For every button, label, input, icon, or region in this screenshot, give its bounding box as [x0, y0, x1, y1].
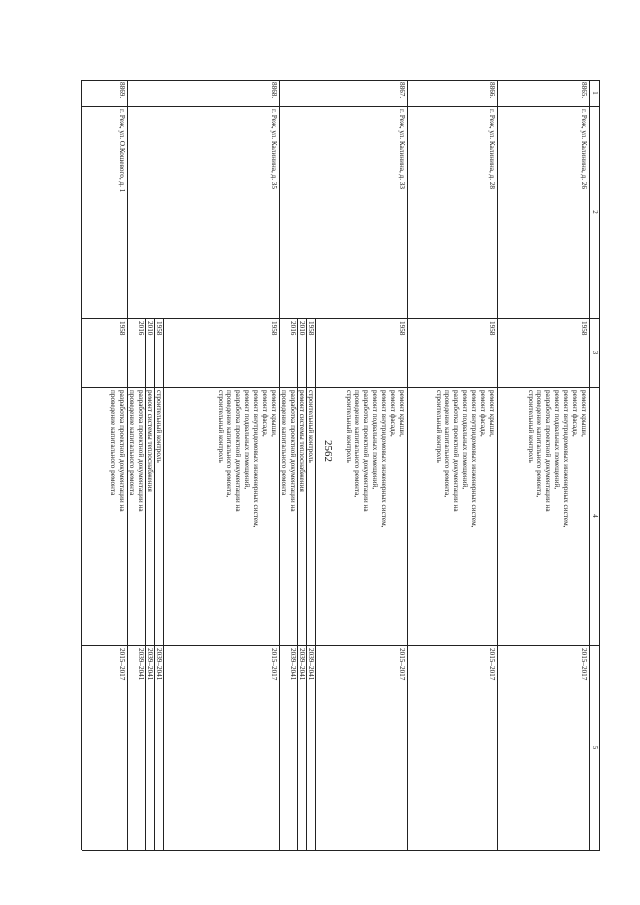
row-period: 2015–2017	[118, 648, 126, 681]
header-col-1: 1	[591, 91, 599, 95]
row-address: г. Реж, ул. Калинина, д. 28	[488, 109, 496, 189]
row-year: 2010	[298, 321, 306, 336]
header-col-4: 4	[591, 514, 599, 518]
row-period: 2015–2017	[398, 648, 406, 681]
row-period: 2015–2017	[580, 648, 588, 681]
row-year: 2016	[289, 321, 297, 336]
row-period: 2039–2041	[155, 648, 163, 681]
row-works: ремонт системы теплоснабжения	[298, 390, 306, 492]
row-works: ремонт крыши, ремонт фасада, ремонт внутридомовых инженерных систем, ремонт подвальных помещений, разработка проектной документации на проведение капитального ремонта, строительный контроль	[216, 390, 278, 528]
row-works: ремонт крыши, ремонт фасада, ремонт внутридомовых инженерных систем, ремонт подвальных помещений, разработка проектной документации на проведение капитального ремонта, строительный контроль	[434, 390, 496, 528]
row-works: разработка проектной документации на проведение капитального ремонта	[128, 390, 145, 512]
row-works: разработка проектной документации на проведение капитального ремонта	[280, 390, 297, 512]
row-year: 1958	[118, 321, 126, 336]
row-address: г. Реж, ул. Калинина, д. 33	[398, 109, 406, 189]
row-works: строительный контроль	[155, 390, 163, 463]
row-number: 8868.	[270, 82, 278, 99]
row-number: 8867.	[398, 82, 406, 99]
header-col-5: 5	[591, 745, 599, 750]
row-works: ремонт крыши, ремонт фасада, ремонт внутридомовых инженерных систем, ремонт подвальных помещений, разработка проектной документации на проведение капитального ремонта, строительный контроль	[344, 390, 406, 528]
row-year: 2016	[137, 321, 145, 336]
page-number: 2562	[322, 440, 334, 462]
row-period: 2015–2017	[488, 648, 496, 681]
row-period: 2039–2041	[146, 648, 154, 681]
works-table	[82, 80, 600, 850]
row-period: 2039–2041	[307, 648, 315, 681]
row-period: 2039–2041	[137, 648, 145, 681]
row-year: 1958	[270, 321, 278, 336]
row-works: разработка проектной документации на проведение капитального ремонта	[109, 390, 126, 512]
row-works: ремонт крыши, ремонт фасада, ремонт внутридомовых инженерных систем, ремонт подвальных помещений, разработка проектной документации на проведение капитального ремонта, строительный контроль	[526, 390, 588, 528]
row-year: 1958	[488, 321, 496, 336]
row-year: 1958	[307, 321, 315, 336]
row-address: г. Реж, ул. Калинина, д. 26	[580, 109, 588, 189]
header-col-2: 2	[591, 210, 599, 214]
row-works: строительный контроль	[307, 390, 315, 463]
row-year: 1958	[580, 321, 588, 336]
row-number: 8865.	[580, 82, 588, 99]
row-year: 1958	[398, 321, 406, 336]
header-col-3: 3	[591, 350, 599, 355]
row-period: 2039–2041	[298, 648, 306, 681]
row-period: 2015–2017	[270, 648, 278, 681]
row-period: 2039–2041	[289, 648, 297, 681]
row-address: г. Реж, ул. Калинина, д. 35	[270, 109, 278, 189]
row-year: 1958	[155, 321, 163, 336]
row-address: г. Реж, ул. О.Кошевого, д. 1	[118, 109, 126, 193]
row-number: 8866.	[488, 82, 496, 99]
row-works: ремонт системы теплоснабжения	[146, 390, 154, 492]
row-number: 8869.	[118, 82, 126, 99]
row-year: 2010	[146, 321, 154, 336]
